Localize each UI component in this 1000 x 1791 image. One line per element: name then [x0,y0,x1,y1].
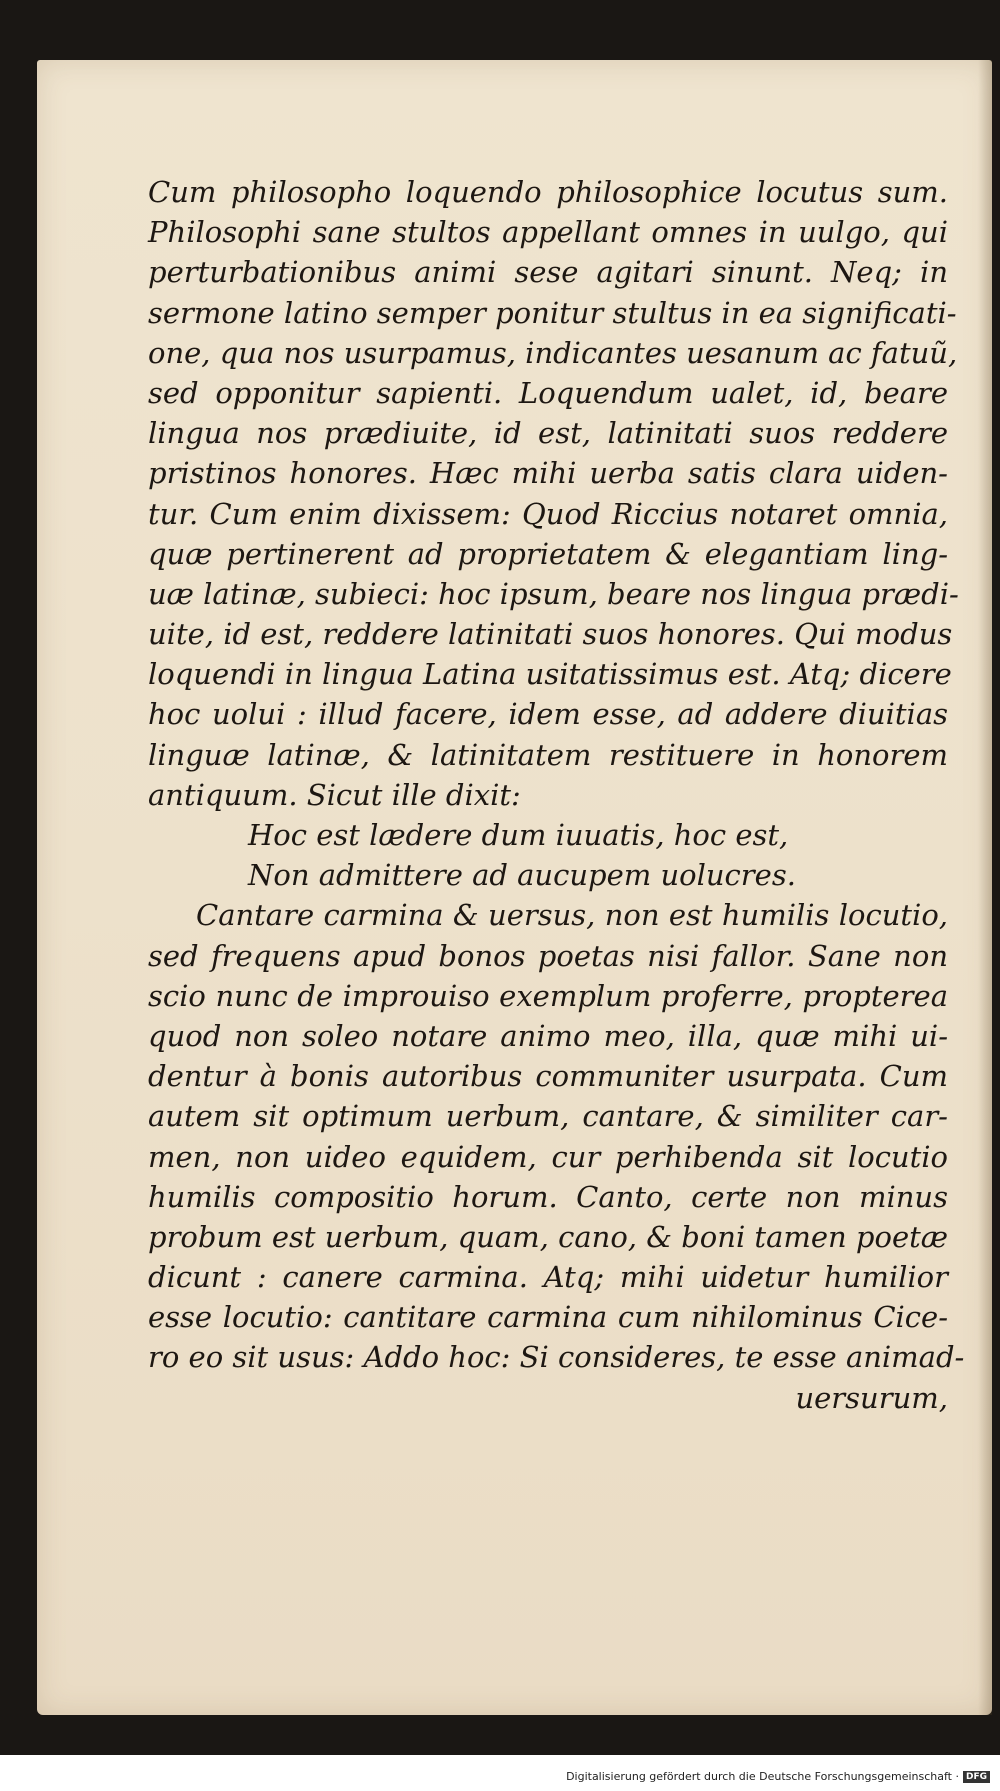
text-line: one, qua nos usurpamus, indicantes uesanum ac fatuũ, [148,335,958,370]
text-line: men, non uideo equidem, cur perhibenda sit locutio [148,1139,948,1174]
text-line: pristinos honores. Hæc mihi uerba satis clara uiden- [148,456,948,491]
text-line: quod non soleo notare animo meo, illa, quæ mihi ui- [148,1018,948,1053]
text-line: linguæ latinæ, & latinitatem restituere in honorem [148,737,948,772]
text-line: ro eo sit usus: Addo hoc: Si consideres, te esse animad- [148,1340,965,1375]
text-line: Philosophi sane stultos appellant omnes in uulgo, qui [148,215,948,250]
text-line: tur. Cum enim dixissem: Quod Riccius notaret omnia, [148,496,948,531]
text-line: lingua nos prædiuite, id est, latinitati suos reddere [148,416,948,451]
text-line: scio nunc de improuiso exemplum proferre, propterea [148,978,948,1013]
text-line: esse locutio: cantitare carmina cum nihilominus Cice- [148,1300,948,1335]
text-line: autem sit optimum uerbum, cantare, & similiter car- [148,1099,948,1134]
catchword: uersurum, [795,1380,948,1415]
text-line: probum est uerbum, quam, cano, & boni tamen poetæ [148,1219,949,1254]
text-line: dicunt : canere carmina. Atq; mihi uidetur humilior [148,1260,948,1295]
text-line: loquendi in lingua Latina usitatissimus est. Atq; dicere [148,657,952,692]
text-line: antiquum. Sicut ille dixit: [148,777,521,812]
text-line: Cum philosopho loquendo philosophice locutus sum. [148,175,948,209]
page-text-block [148,172,965,1418]
text-line: perturbationibus animi sese agitari sinunt. Neq; in [148,255,948,290]
text-line: uæ latinæ, subieci: hoc ipsum, beare nos lingua prædi- [148,576,959,611]
text-line: sed opponitur sapienti. Loquendum ualet, id, beare [148,375,948,410]
text-line: quæ pertinerent ad proprietatem & elegantiam ling- [148,536,948,571]
paragraph-first-line: Cantare carmina & uersus, non est humilis locutio, [196,898,948,933]
footer-text: Digitalisierung gefördert durch die Deutsche Forschungsgemeinschaft · [566,1770,959,1783]
text-line: sed frequens apud bonos poetas nisi fallor. Sane non [148,938,948,973]
dfg-logo-icon: DFG [963,1771,990,1783]
verse-line: Hoc est lædere dum iuuatis, hoc est, [248,818,789,852]
digitization-footer [0,1770,990,1791]
text-line: uite, id est, reddere latinitati suos honores. Qui modus [148,617,953,652]
text-line: hoc uolui : illud facere, idem esse, ad addere diuitias [148,697,948,732]
page-spine-shadow [978,60,992,1715]
text-line: sermone latino semper ponitur stultus in ea significati- [148,295,957,330]
verse-line: Non admittere ad aucupem uolucres. [248,858,796,893]
text-line: dentur à bonis autoribus communiter usurpata. Cum [148,1059,948,1094]
text-line: humilis compositio horum. Canto, certe non minus [148,1179,948,1214]
